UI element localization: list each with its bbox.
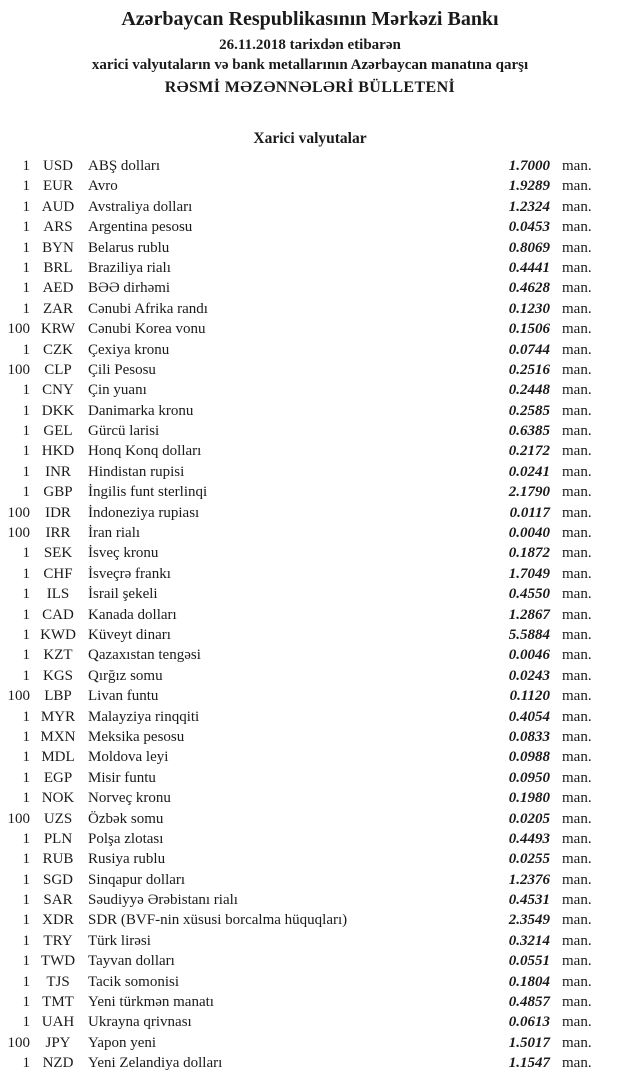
row-rate: 0.0241 <box>508 463 550 480</box>
row-rate: 1.2376 <box>508 871 550 888</box>
table-row <box>0 951 620 971</box>
row-rate: 0.4550 <box>508 586 550 603</box>
row-rate: 5.5884 <box>508 626 550 643</box>
row-currency-name: Gürcü larisi <box>88 423 160 440</box>
table-row <box>0 197 620 217</box>
row-currency-name: Ukrayna qrivnası <box>88 1014 192 1031</box>
row-quantity: 1 <box>22 198 30 215</box>
row-currency-name: Misir funtu <box>88 769 156 786</box>
row-rate: 0.0243 <box>508 667 550 684</box>
row-currency-name: Türk lirəsi <box>88 932 151 949</box>
row-unit: man. <box>562 158 592 174</box>
row-currency-name: Moldova leyi <box>88 749 169 766</box>
row-rate: 1.2867 <box>508 606 550 623</box>
row-quantity: 1 <box>22 994 30 1011</box>
table-row <box>0 238 620 258</box>
row-currency-name: Polşa zlotası <box>88 830 164 847</box>
row-quantity: 1 <box>22 178 30 195</box>
row-currency-name: Meksika pesosu <box>88 728 185 745</box>
table-row <box>0 972 620 992</box>
row-unit: man. <box>562 810 592 827</box>
row-rate: 0.2585 <box>508 402 550 419</box>
table-row <box>0 910 620 930</box>
row-currency-code: AED <box>42 280 74 297</box>
row-quantity: 1 <box>22 423 30 440</box>
row-currency-code: KWD <box>40 626 76 643</box>
row-unit: man. <box>562 606 592 623</box>
row-currency-name: Özbək somu <box>88 810 164 827</box>
row-quantity: 1 <box>22 341 30 358</box>
row-currency-name: Norveç kronu <box>88 790 171 807</box>
row-currency-code: CZK <box>43 341 73 358</box>
row-unit: man. <box>562 953 592 970</box>
row-rate: 0.4054 <box>508 708 550 725</box>
row-currency-code: TMT <box>42 994 74 1011</box>
row-quantity: 1 <box>22 484 30 501</box>
row-rate: 0.0950 <box>508 769 550 786</box>
row-currency-code: BRL <box>43 259 73 276</box>
row-currency-code: CAD <box>42 606 74 623</box>
row-rate: 0.0613 <box>508 1014 550 1031</box>
table-row <box>0 788 620 808</box>
row-currency-name: SDR (BVF-nin xüsusi borcalma hüquqları) <box>88 912 348 929</box>
table-row <box>0 809 620 829</box>
table-row <box>0 564 620 584</box>
row-unit: man. <box>562 1055 592 1072</box>
table-row <box>0 747 620 767</box>
row-unit: man. <box>562 443 592 460</box>
row-quantity: 100 <box>7 1034 30 1051</box>
row-rate: 0.0988 <box>508 749 550 766</box>
row-unit: man. <box>562 1014 592 1031</box>
row-currency-name: Yapon yeni <box>88 1034 157 1051</box>
row-currency-code: BYN <box>42 239 74 256</box>
table-row <box>0 421 620 441</box>
row-currency-name: İndoneziya rupiası <box>88 504 200 521</box>
row-currency-code: ZAR <box>43 300 73 317</box>
row-quantity: 1 <box>22 749 30 766</box>
row-currency-code: PLN <box>43 830 73 847</box>
row-unit: man. <box>562 912 592 929</box>
row-currency-code: NZD <box>42 1055 74 1072</box>
row-rate: 0.3214 <box>508 932 550 949</box>
row-currency-code: CLP <box>44 361 72 378</box>
row-unit: man. <box>562 708 592 725</box>
row-unit: man. <box>562 830 592 847</box>
table-row <box>0 768 620 788</box>
row-currency-code: TWD <box>40 953 76 970</box>
row-currency-name: Qırğız somu <box>88 667 163 684</box>
row-currency-name: Çexiya kronu <box>88 341 170 358</box>
row-quantity: 1 <box>22 932 30 949</box>
row-rate: 0.1120 <box>509 688 550 705</box>
table-row <box>0 605 620 625</box>
table-row <box>0 727 620 747</box>
row-rate: 1.7000 <box>508 158 550 174</box>
section-title-foreign-currencies: Xarici valyutalar <box>253 130 367 147</box>
table-row <box>0 584 620 604</box>
row-rate: 2.3549 <box>508 912 550 929</box>
row-quantity: 1 <box>22 1055 30 1072</box>
row-currency-name: Rusiya rublu <box>88 851 166 868</box>
row-currency-name: Tayvan dolları <box>88 953 175 970</box>
row-currency-code: NOK <box>41 790 75 807</box>
row-unit: man. <box>562 892 592 909</box>
row-quantity: 1 <box>22 443 30 460</box>
table-row <box>0 319 620 339</box>
row-quantity: 1 <box>22 259 30 276</box>
row-unit: man. <box>562 382 592 399</box>
row-currency-name: Avstraliya dolları <box>88 198 193 215</box>
row-rate: 0.1980 <box>508 790 550 807</box>
row-quantity: 1 <box>22 728 30 745</box>
row-unit: man. <box>562 300 592 317</box>
row-currency-name: İsveç kronu <box>88 545 159 562</box>
row-unit: man. <box>562 749 592 766</box>
row-currency-name: Kanada dolları <box>88 606 177 623</box>
row-currency-name: Avro <box>88 178 118 195</box>
row-unit: man. <box>562 1034 592 1051</box>
row-unit: man. <box>562 504 592 521</box>
table-row <box>0 340 620 360</box>
row-unit: man. <box>562 402 592 419</box>
row-quantity: 1 <box>22 219 30 236</box>
row-unit: man. <box>562 871 592 888</box>
row-currency-code: KZT <box>43 647 73 664</box>
row-currency-code: HKD <box>41 443 75 460</box>
table-row <box>0 401 620 421</box>
row-unit: man. <box>562 484 592 501</box>
row-quantity: 1 <box>22 647 30 664</box>
row-currency-name: Honq Konq dolları <box>88 443 202 460</box>
row-quantity: 100 <box>7 525 30 542</box>
table-row <box>0 1033 620 1053</box>
row-rate: 0.8069 <box>508 239 550 256</box>
row-currency-code: RUB <box>42 851 74 868</box>
table-row <box>0 870 620 890</box>
table-row <box>0 931 620 951</box>
table-row <box>0 890 620 910</box>
row-quantity: 1 <box>22 545 30 562</box>
row-quantity: 1 <box>22 1014 30 1031</box>
row-quantity: 1 <box>22 300 30 317</box>
row-currency-code: SGD <box>42 871 73 888</box>
row-currency-code: UZS <box>43 810 73 827</box>
row-currency-name: Belarus rublu <box>88 239 170 256</box>
row-unit: man. <box>562 525 592 542</box>
row-currency-code: CNY <box>42 382 74 399</box>
row-unit: man. <box>562 280 592 297</box>
row-rate: 0.4857 <box>508 994 550 1011</box>
row-currency-code: ILS <box>46 586 70 603</box>
row-unit: man. <box>562 769 592 786</box>
row-quantity: 1 <box>22 708 30 725</box>
row-quantity: 100 <box>7 504 30 521</box>
row-rate: 0.0744 <box>508 341 550 358</box>
row-unit: man. <box>562 790 592 807</box>
row-quantity: 1 <box>22 953 30 970</box>
row-quantity: 1 <box>22 851 30 868</box>
row-unit: man. <box>562 565 592 582</box>
row-currency-code: CHF <box>43 565 73 582</box>
table-row <box>0 360 620 380</box>
table-row <box>0 1012 620 1032</box>
row-quantity: 1 <box>22 382 30 399</box>
row-currency-code: SEK <box>43 545 73 562</box>
row-rate: 0.2448 <box>508 382 550 399</box>
row-currency-code: LBP <box>44 688 72 705</box>
row-rate: 0.4493 <box>508 830 550 847</box>
row-currency-code: GBP <box>43 484 73 501</box>
table-row <box>0 482 620 502</box>
row-currency-code: IDR <box>45 504 71 521</box>
row-unit: man. <box>562 647 592 664</box>
row-currency-code: XDR <box>42 912 74 929</box>
row-quantity: 1 <box>22 606 30 623</box>
row-rate: 0.0255 <box>508 851 550 868</box>
table-row <box>0 523 620 543</box>
row-unit: man. <box>562 463 592 480</box>
row-currency-name: Qazaxıstan tengəsi <box>88 647 201 664</box>
row-currency-code: MXN <box>40 728 76 745</box>
row-unit: man. <box>562 626 592 643</box>
row-rate: 0.4441 <box>508 259 550 276</box>
row-rate: 0.0551 <box>508 953 550 970</box>
row-unit: man. <box>562 259 592 276</box>
row-unit: man. <box>562 688 592 705</box>
row-currency-code: MDL <box>41 749 75 766</box>
table-row <box>0 258 620 278</box>
row-rate: 1.7049 <box>508 565 550 582</box>
row-quantity: 1 <box>22 912 30 929</box>
table-row <box>0 380 620 400</box>
row-unit: man. <box>562 178 592 195</box>
rates-table <box>0 156 620 1073</box>
table-row <box>0 625 620 645</box>
row-currency-name: Səudiyyə Ərəbistanı rialı <box>88 892 238 909</box>
row-rate: 0.2516 <box>508 361 550 378</box>
row-currency-name: Danimarka kronu <box>88 402 194 419</box>
row-quantity: 1 <box>22 892 30 909</box>
row-rate: 0.2172 <box>508 443 550 460</box>
row-currency-code: KGS <box>42 667 73 684</box>
row-unit: man. <box>562 423 592 440</box>
row-currency-code: IRR <box>45 525 71 542</box>
row-unit: man. <box>562 321 592 338</box>
row-currency-name: Çili Pesosu <box>88 361 156 378</box>
row-unit: man. <box>562 545 592 562</box>
row-rate: 0.6385 <box>508 423 550 440</box>
effective-date-line: 26.11.2018 tarixdən etibarən <box>219 37 401 53</box>
row-rate: 0.1804 <box>508 973 550 990</box>
table-row <box>0 176 620 196</box>
table-row <box>0 1053 620 1073</box>
row-currency-name: Cənubi Korea vonu <box>88 321 206 338</box>
row-rate: 1.1547 <box>508 1055 550 1072</box>
row-currency-code: GEL <box>43 423 73 440</box>
row-quantity: 1 <box>22 586 30 603</box>
row-currency-name: Tacik somonisi <box>88 973 180 990</box>
table-row <box>0 992 620 1012</box>
row-quantity: 1 <box>22 565 30 582</box>
row-unit: man. <box>562 219 592 236</box>
row-rate: 0.4628 <box>508 280 550 297</box>
row-quantity: 1 <box>22 626 30 643</box>
row-currency-code: AUD <box>41 198 75 215</box>
row-currency-code: USD <box>42 158 73 174</box>
bank-title: Azərbaycan Respublikasının Mərkəzi Bankı <box>121 8 499 30</box>
table-row <box>0 299 620 319</box>
row-rate: 0.0046 <box>508 647 550 664</box>
row-currency-name: Hindistan rupisi <box>88 463 185 480</box>
row-unit: man. <box>562 728 592 745</box>
table-row <box>0 503 620 523</box>
table-row <box>0 278 620 298</box>
row-rate: 0.4531 <box>508 892 550 909</box>
row-currency-name: Cənubi Afrika randı <box>88 300 208 317</box>
row-unit: man. <box>562 851 592 868</box>
table-row <box>0 217 620 237</box>
row-currency-name: ABŞ dolları <box>88 158 161 174</box>
row-quantity: 1 <box>22 830 30 847</box>
row-currency-code: EUR <box>43 178 73 195</box>
row-quantity: 1 <box>22 769 30 786</box>
row-quantity: 100 <box>7 321 30 338</box>
row-currency-code: JPY <box>45 1034 71 1051</box>
bulletin-header <box>0 7 620 98</box>
row-currency-code: INR <box>45 463 71 480</box>
table-row <box>0 441 620 461</box>
row-currency-code: KRW <box>40 321 76 338</box>
bulletin-title: RƏSMİ MƏZƏNNƏLƏRİ BÜLLETENİ <box>164 79 456 96</box>
row-currency-code: ARS <box>43 219 73 236</box>
row-rate: 0.0040 <box>508 525 550 542</box>
table-row <box>0 686 620 706</box>
table-row <box>0 707 620 727</box>
row-rate: 1.5017 <box>508 1034 550 1051</box>
row-currency-code: TJS <box>46 973 70 990</box>
row-currency-code: UAH <box>41 1014 75 1031</box>
row-currency-name: Argentina pesosu <box>88 219 193 236</box>
row-currency-name: İsveçrə frankı <box>88 565 171 582</box>
row-rate: 0.1872 <box>508 545 550 562</box>
table-row <box>0 462 620 482</box>
row-currency-name: İran rialı <box>88 525 141 542</box>
row-currency-name: Braziliya rialı <box>88 259 171 276</box>
row-currency-name: İngilis funt sterlinqi <box>88 484 208 501</box>
row-quantity: 1 <box>22 239 30 256</box>
row-currency-name: Küveyt dinarı <box>88 626 171 643</box>
row-quantity: 100 <box>7 361 30 378</box>
row-currency-code: MYR <box>40 708 76 725</box>
row-quantity: 1 <box>22 973 30 990</box>
row-quantity: 1 <box>22 667 30 684</box>
row-quantity: 1 <box>22 402 30 419</box>
bulletin-subtitle: xarici valyutaların və bank metallarının Azərbaycan manatına qarşı <box>91 57 529 73</box>
row-rate: 0.0453 <box>508 219 550 236</box>
row-quantity: 100 <box>7 810 30 827</box>
row-currency-code: EGP <box>43 769 73 786</box>
table-row <box>0 645 620 665</box>
row-rate: 0.0205 <box>508 810 550 827</box>
row-currency-name: Malayziya rinqqiti <box>88 708 200 725</box>
row-rate: 0.0833 <box>508 728 550 745</box>
row-rate: 1.2324 <box>508 198 550 215</box>
row-unit: man. <box>562 361 592 378</box>
row-rate: 0.1506 <box>508 321 550 338</box>
row-currency-name: Yeni Zelandiya dolları <box>88 1055 223 1072</box>
row-quantity: 1 <box>22 158 30 174</box>
row-currency-name: Yeni türkmən manatı <box>88 994 214 1011</box>
row-currency-name: Livan funtu <box>88 688 159 705</box>
row-unit: man. <box>562 198 592 215</box>
table-row <box>0 666 620 686</box>
row-currency-code: SAR <box>43 892 73 909</box>
row-rate: 1.9289 <box>508 178 550 195</box>
row-quantity: 1 <box>22 280 30 297</box>
row-unit: man. <box>562 932 592 949</box>
row-unit: man. <box>562 667 592 684</box>
row-currency-name: BƏƏ dirhəmi <box>88 280 171 297</box>
row-unit: man. <box>562 994 592 1011</box>
table-row <box>0 156 620 176</box>
row-quantity: 1 <box>22 871 30 888</box>
row-currency-name: İsrail şekeli <box>88 586 158 603</box>
table-row <box>0 829 620 849</box>
row-quantity: 1 <box>22 790 30 807</box>
row-unit: man. <box>562 973 592 990</box>
row-unit: man. <box>562 341 592 358</box>
row-currency-code: TRY <box>43 932 73 949</box>
row-quantity: 100 <box>7 688 30 705</box>
row-currency-code: DKK <box>41 402 75 419</box>
row-quantity: 1 <box>22 463 30 480</box>
row-rate: 0.1230 <box>508 300 550 317</box>
table-row <box>0 543 620 563</box>
row-currency-name: Sinqapur dolları <box>88 871 186 888</box>
table-row <box>0 849 620 869</box>
row-unit: man. <box>562 586 592 603</box>
row-currency-name: Çin yuanı <box>88 382 147 399</box>
row-rate: 2.1790 <box>508 484 550 501</box>
row-unit: man. <box>562 239 592 256</box>
row-rate: 0.0117 <box>509 504 550 521</box>
